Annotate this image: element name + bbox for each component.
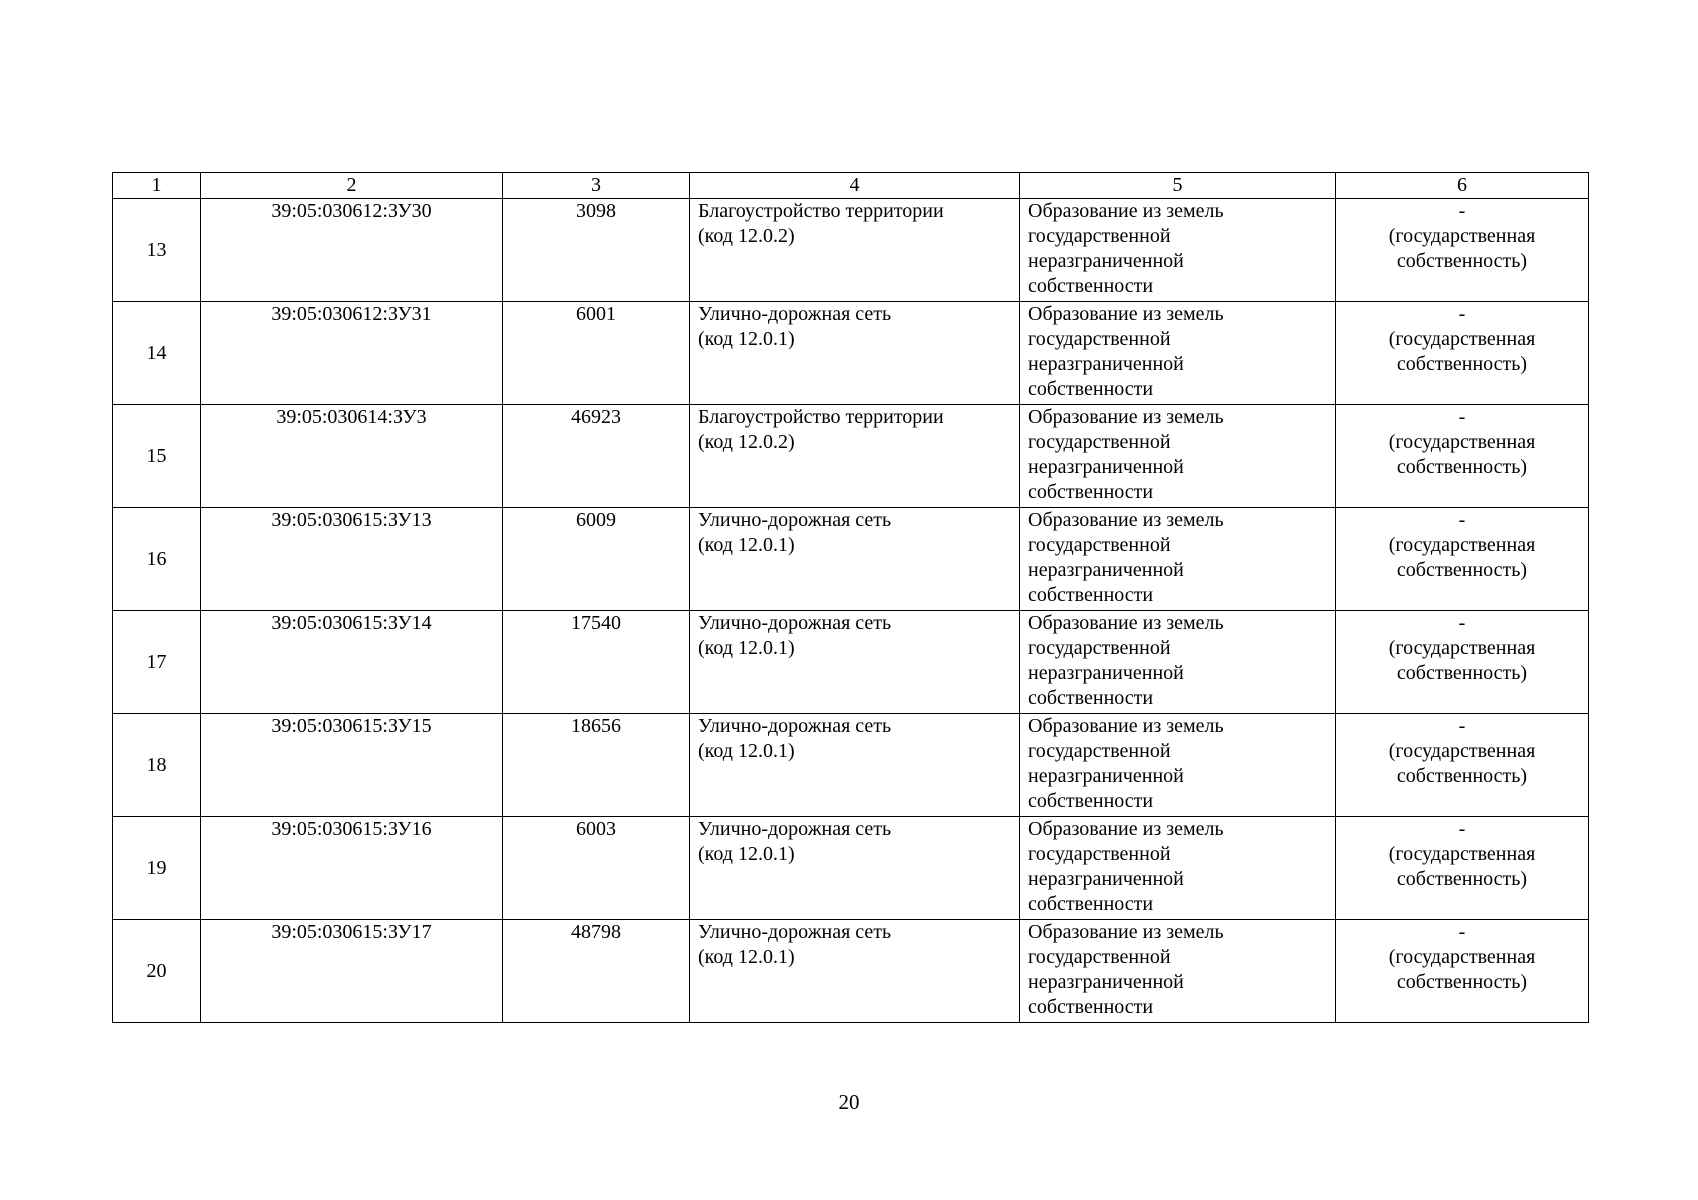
- ownership-line: (государственная: [1388, 740, 1536, 762]
- column-number-row: [113, 173, 1589, 199]
- formation-method-line: Образование из земель: [1028, 200, 1224, 222]
- ownership-line: -: [1458, 200, 1466, 222]
- area-cell: 6003: [503, 817, 690, 920]
- cadastral-number-cell: 39:05:030615:ЗУ13: [201, 508, 503, 611]
- cadastral-number-cell: 39:05:030612:ЗУ31: [201, 302, 503, 405]
- cadastral-number-cell: 39:05:030615:ЗУ14: [201, 611, 503, 714]
- cadastral-number-cell: 39:05:030615:ЗУ15: [201, 714, 503, 817]
- formation-method-line: Образование из земель: [1028, 612, 1224, 634]
- permitted-use-cell: [690, 199, 1020, 302]
- formation-method-line: неразграниченной: [1028, 456, 1184, 478]
- ownership-line: -: [1458, 715, 1466, 737]
- ownership-line: -: [1458, 303, 1466, 325]
- ownership-cell: [1336, 302, 1589, 405]
- row-number-cell: 20: [113, 920, 201, 1023]
- column-number-4: 4: [690, 173, 1020, 199]
- formation-method-line: собственности: [1028, 996, 1154, 1018]
- permitted-use-line: (код 12.0.1): [698, 740, 795, 762]
- page-number: 20: [838, 1090, 860, 1114]
- permitted-use-cell: [690, 508, 1020, 611]
- formation-method-cell: [1020, 405, 1336, 508]
- permitted-use-line: (код 12.0.1): [698, 843, 795, 865]
- formation-method-line: собственности: [1028, 790, 1154, 812]
- column-number-1: 1: [113, 173, 201, 199]
- formation-method-line: Образование из земель: [1028, 406, 1224, 428]
- permitted-use-line: (код 12.0.1): [698, 534, 795, 556]
- permitted-use-line: (код 12.0.1): [698, 946, 795, 968]
- formation-method-cell: [1020, 302, 1336, 405]
- formation-method-cell: [1020, 817, 1336, 920]
- area-cell: 6009: [503, 508, 690, 611]
- table-row: [113, 714, 1589, 817]
- formation-method-line: собственности: [1028, 275, 1154, 297]
- ownership-line: собственность): [1396, 559, 1528, 581]
- formation-method-line: собственности: [1028, 584, 1154, 606]
- ownership-line: -: [1458, 612, 1466, 634]
- formation-method-line: неразграниченной: [1028, 353, 1184, 375]
- row-number-cell: 17: [113, 611, 201, 714]
- ownership-line: собственность): [1396, 971, 1528, 993]
- ownership-cell: [1336, 817, 1589, 920]
- area-cell: 18656: [503, 714, 690, 817]
- column-number-6: 6: [1336, 173, 1589, 199]
- permitted-use-line: (код 12.0.1): [698, 328, 795, 350]
- area-cell: 3098: [503, 199, 690, 302]
- formation-method-cell: [1020, 714, 1336, 817]
- formation-method-line: собственности: [1028, 687, 1154, 709]
- row-number-cell: 19: [113, 817, 201, 920]
- ownership-line: -: [1458, 509, 1466, 531]
- formation-method-cell: [1020, 199, 1336, 302]
- ownership-cell: [1336, 199, 1589, 302]
- table-row: [113, 817, 1589, 920]
- ownership-cell: [1336, 714, 1589, 817]
- ownership-line: собственность): [1396, 353, 1528, 375]
- area-cell: 17540: [503, 611, 690, 714]
- ownership-cell: [1336, 920, 1589, 1023]
- formation-method-line: неразграниченной: [1028, 559, 1184, 581]
- column-number-3: 3: [503, 173, 690, 199]
- ownership-line: (государственная: [1388, 534, 1536, 556]
- table-row: [113, 405, 1589, 508]
- permitted-use-cell: [690, 611, 1020, 714]
- table-body: [113, 173, 1589, 1023]
- permitted-use-line: (код 12.0.2): [698, 225, 795, 247]
- cadastral-number-cell: 39:05:030615:ЗУ16: [201, 817, 503, 920]
- formation-method-line: государственной: [1028, 328, 1171, 350]
- formation-method-cell: [1020, 920, 1336, 1023]
- permitted-use-cell: [690, 920, 1020, 1023]
- formation-method-line: Образование из земель: [1028, 818, 1224, 840]
- permitted-use-line: Благоустройство территории: [698, 406, 944, 428]
- land-plots-table: [112, 172, 1589, 1023]
- formation-method-line: неразграниченной: [1028, 765, 1184, 787]
- formation-method-line: неразграниченной: [1028, 868, 1184, 890]
- ownership-cell: [1336, 611, 1589, 714]
- area-cell: 6001: [503, 302, 690, 405]
- permitted-use-line: Улично-дорожная сеть: [698, 612, 892, 634]
- formation-method-line: государственной: [1028, 946, 1171, 968]
- permitted-use-line: (код 12.0.2): [698, 431, 795, 453]
- table-row: [113, 508, 1589, 611]
- table-row: [113, 199, 1589, 302]
- permitted-use-cell: [690, 302, 1020, 405]
- formation-method-cell: [1020, 508, 1336, 611]
- formation-method-line: государственной: [1028, 637, 1171, 659]
- formation-method-line: государственной: [1028, 534, 1171, 556]
- formation-method-line: государственной: [1028, 843, 1171, 865]
- formation-method-line: собственности: [1028, 378, 1154, 400]
- permitted-use-line: Улично-дорожная сеть: [698, 509, 892, 531]
- permitted-use-line: (код 12.0.1): [698, 637, 795, 659]
- row-number-cell: 18: [113, 714, 201, 817]
- formation-method-line: государственной: [1028, 431, 1171, 453]
- ownership-line: -: [1458, 818, 1466, 840]
- area-cell: 48798: [503, 920, 690, 1023]
- permitted-use-line: Улично-дорожная сеть: [698, 715, 892, 737]
- formation-method-cell: [1020, 611, 1336, 714]
- formation-method-line: Образование из земель: [1028, 303, 1224, 325]
- ownership-line: (государственная: [1388, 637, 1536, 659]
- table-row: [113, 920, 1589, 1023]
- ownership-line: -: [1458, 921, 1466, 943]
- row-number-cell: 15: [113, 405, 201, 508]
- cadastral-number-cell: 39:05:030615:ЗУ17: [201, 920, 503, 1023]
- formation-method-line: неразграниченной: [1028, 662, 1184, 684]
- permitted-use-cell: [690, 405, 1020, 508]
- ownership-line: собственность): [1396, 662, 1528, 684]
- area-cell: 46923: [503, 405, 690, 508]
- formation-method-line: неразграниченной: [1028, 971, 1184, 993]
- formation-method-line: Образование из земель: [1028, 509, 1224, 531]
- row-number-cell: 16: [113, 508, 201, 611]
- ownership-line: собственность): [1396, 250, 1528, 272]
- table-row: [113, 611, 1589, 714]
- ownership-line: (государственная: [1388, 946, 1536, 968]
- ownership-line: -: [1458, 406, 1466, 428]
- permitted-use-line: Улично-дорожная сеть: [698, 818, 892, 840]
- formation-method-line: собственности: [1028, 893, 1154, 915]
- ownership-line: (государственная: [1388, 328, 1536, 350]
- ownership-line: собственность): [1396, 868, 1528, 890]
- column-number-5: 5: [1020, 173, 1336, 199]
- ownership-line: (государственная: [1388, 431, 1536, 453]
- permitted-use-cell: [690, 714, 1020, 817]
- row-number-cell: 13: [113, 199, 201, 302]
- ownership-cell: [1336, 405, 1589, 508]
- formation-method-line: неразграниченной: [1028, 250, 1184, 272]
- ownership-line: (государственная: [1388, 225, 1536, 247]
- permitted-use-line: Улично-дорожная сеть: [698, 921, 892, 943]
- cadastral-number-cell: 39:05:030614:ЗУ3: [201, 405, 503, 508]
- permitted-use-cell: [690, 817, 1020, 920]
- ownership-line: (государственная: [1388, 843, 1536, 865]
- formation-method-line: Образование из земель: [1028, 715, 1224, 737]
- ownership-cell: [1336, 508, 1589, 611]
- row-number-cell: 14: [113, 302, 201, 405]
- formation-method-line: государственной: [1028, 740, 1171, 762]
- formation-method-line: Образование из земель: [1028, 921, 1224, 943]
- cadastral-number-cell: 39:05:030612:ЗУ30: [201, 199, 503, 302]
- ownership-line: собственность): [1396, 456, 1528, 478]
- ownership-line: собственность): [1396, 765, 1528, 787]
- formation-method-line: собственности: [1028, 481, 1154, 503]
- table-row: [113, 302, 1589, 405]
- formation-method-line: государственной: [1028, 225, 1171, 247]
- column-number-2: 2: [201, 173, 503, 199]
- permitted-use-line: Благоустройство территории: [698, 200, 944, 222]
- permitted-use-line: Улично-дорожная сеть: [698, 303, 892, 325]
